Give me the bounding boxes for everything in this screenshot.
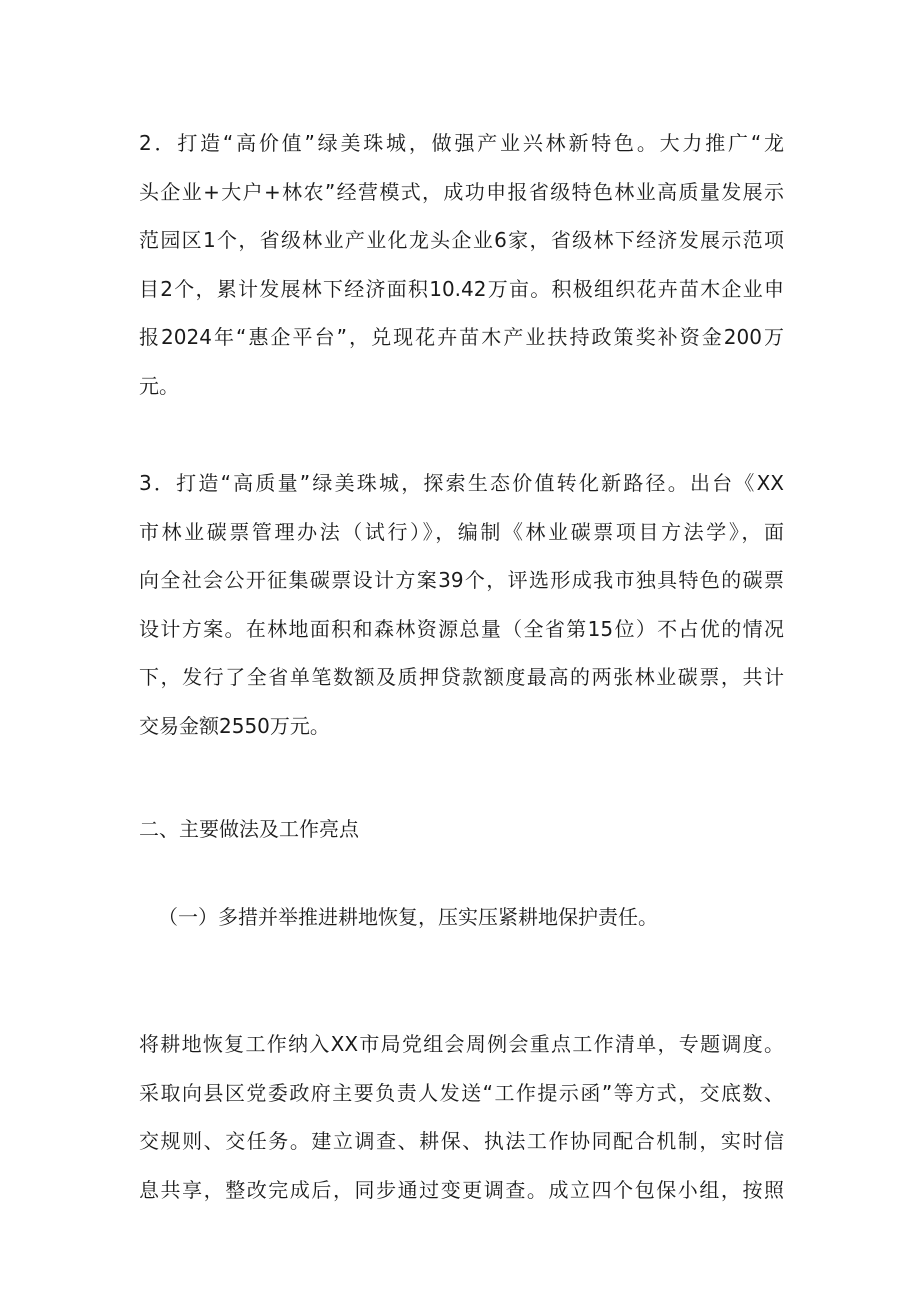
text-line: 目2个，累计发展林下经济面积10.42万亩。积极组织花卉苗木企业申 <box>139 276 784 301</box>
text-line: 元。 <box>139 373 179 398</box>
paragraph-high-quality <box>139 459 784 750</box>
text-line: 向全社会公开征集碳票设计方案39个，评选形成我市独具特色的碳票 <box>139 568 784 592</box>
text-line: 头企业+大户+林农”经营模式，成功申报省级特色林业高质量发展示 <box>139 179 784 204</box>
text-line: 市林业碳票管理办法（试行）》，编制《林业碳票项目方法学》，面 <box>139 519 784 544</box>
text-line: 息共享，整改完成后，同步通过变更调查。成立四个包保小组，按照 <box>139 1177 784 1202</box>
text-line: 报2024年“惠企平台”，兑现花卉苗木产业扶持政策奖补资金200万 <box>139 325 784 349</box>
text-line: 采取向县区党委政府主要负责人发送“工作提示函”等方式，交底数、 <box>139 1080 784 1105</box>
text-line: 2．打造“高价值”绿美珠城，做强产业兴林新特色。大力推广“龙 <box>139 131 784 155</box>
text-line: 将耕地恢复工作纳入XX市局党组会周例会重点工作清单，专题调度。 <box>139 1032 784 1056</box>
subsection-heading <box>158 893 758 942</box>
subsection-heading-text: （一）多措并举推进耕地恢复，压实压紧耕地保护责任。 <box>158 905 658 929</box>
section-heading <box>139 805 784 854</box>
text-line: 设计方案。在林地面积和森林资源总量（全省第15位）不占优的情况 <box>139 616 784 641</box>
text-line: 交易金额2550万元。 <box>139 713 330 738</box>
text-line: 下，发行了全省单笔数额及质押贷款额度最高的两张林业碳票，共计 <box>139 665 784 689</box>
text-line: 范园区1个，省级林业产业化龙头企业6家，省级林下经济发展示范项 <box>139 228 784 252</box>
section-heading-text: 二、主要做法及工作亮点 <box>139 817 359 841</box>
text-line: 3．打造“高质量”绿美珠城，探索生态价值转化新路径。出台《XX <box>139 471 784 495</box>
paragraph-farmland-restoration <box>139 1020 784 1214</box>
paragraph-high-value <box>139 119 784 410</box>
text-line: 交规则、交任务。建立调查、耕保、执法工作协同配合机制，实时信 <box>139 1129 784 1153</box>
